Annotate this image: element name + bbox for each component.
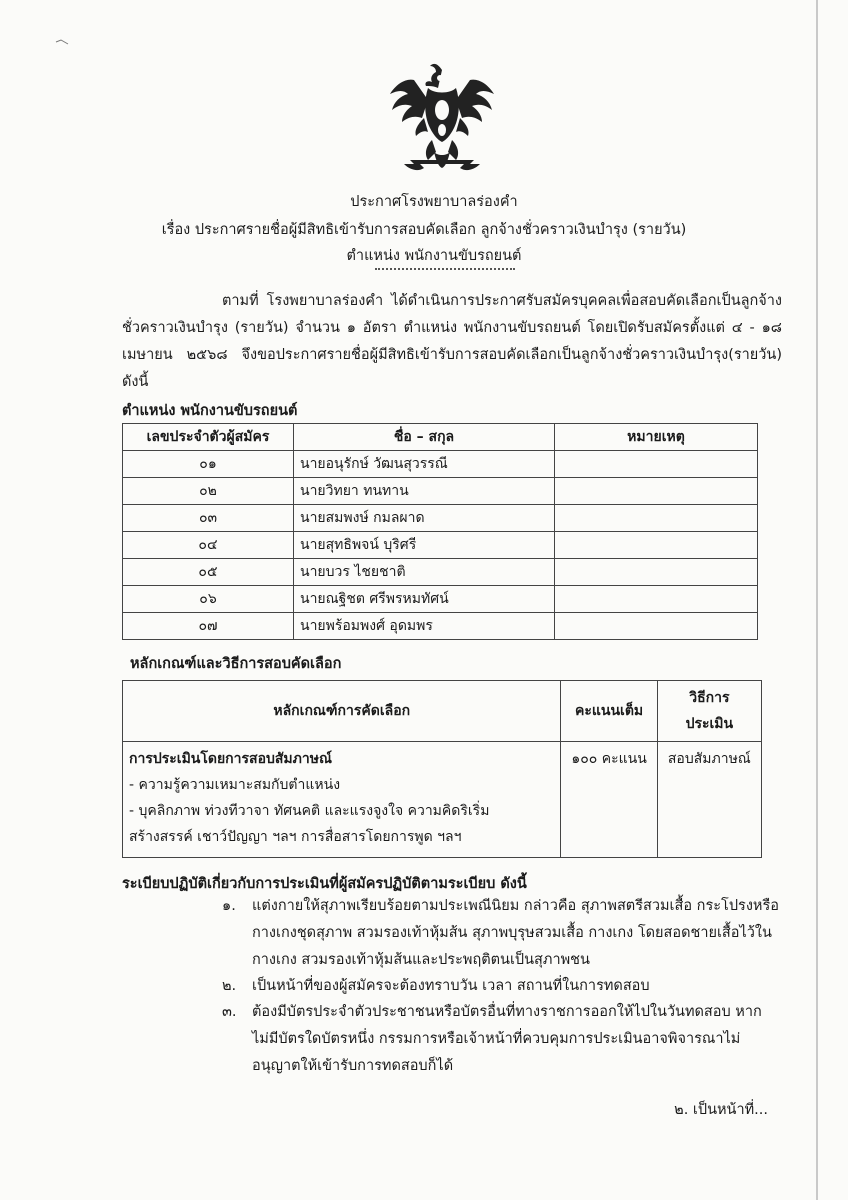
applicant-note xyxy=(555,505,758,532)
applicants-table xyxy=(122,423,758,640)
scan-speck xyxy=(55,38,69,46)
table-row xyxy=(123,505,758,532)
rule-number: ๒. xyxy=(222,978,237,994)
col-header-criteria: หลักเกณฑ์การคัดเลือก xyxy=(123,681,561,742)
criteria-title: การประเมินโดยการสอบสัมภาษณ์ xyxy=(129,751,332,767)
table-row xyxy=(123,532,758,559)
applicant-name: นายพร้อมพงศ์ อุดมพร xyxy=(294,613,555,640)
intro-paragraph xyxy=(122,288,782,396)
applicant-id: ๐๖ xyxy=(123,586,294,613)
rule-number: ๑. xyxy=(222,898,236,914)
applicant-name: นายณฐิชต ศรีพรหมทัศน์ xyxy=(294,586,555,613)
table-row xyxy=(123,742,762,858)
table-header-row xyxy=(123,424,758,451)
criteria-method: สอบสัมภาษณ์ xyxy=(657,742,761,858)
applicant-name: นายสุทธิพจน์ บุริศรี xyxy=(294,532,555,559)
intro-text: ตามที่ โรงพยาบาลร่องคำ ได้ดำเนินการประกาศรับสมัครบุคคลเพื่อสอบคัดเลือกเป็นลูกจ้างชั่วคราวเงินบำรุง (รายวัน) จำนวน ๑ อัตรา ตำแหน่ง พนักงานขับรถยนต์ โดยเปิดรับสมัครตั้งแต่ ๔ - ๑๘ เมษายน ๒๕๖๘ จึงขอประกาศรายชื่อผู้มีสิทธิเข้ารับการสอบคัดเลือกเป็นลูกจ้างชั่วคราวเงินบำรุง(รายวัน) ดังนี้ xyxy=(122,293,782,390)
table-row xyxy=(123,586,758,613)
applicant-name: นายวิทยา ทนทาน xyxy=(294,478,555,505)
applicant-id: ๐๓ xyxy=(123,505,294,532)
applicant-id: ๐๑ xyxy=(123,451,294,478)
col-header-name: ชื่อ – สกุล xyxy=(294,424,555,451)
criteria-line: สร้างสรรค์ เชาว์ปัญญา ฯลฯ การสื่อสารโดยการพูด ฯลฯ xyxy=(129,829,462,845)
list-item xyxy=(222,973,782,1000)
header-subject: เรื่อง ประกาศรายชื่อผู้มีสิทธิเข้ารับการสอบคัดเลือก ลูกจ้างชั่วคราวเงินบำรุง (รายวัน) xyxy=(161,222,687,238)
applicant-id: ๐๒ xyxy=(123,478,294,505)
dotted-separator xyxy=(375,268,515,270)
table-row xyxy=(123,478,758,505)
rule-text: เป็นหน้าที่ของผู้สมัครจะต้องทราบวัน เวลา สถานที่ในการทดสอบ xyxy=(252,978,650,994)
rules-heading: ระเบียบปฏิบัติเกี่ยวกับการประเมินที่ผู้สมัครปฏิบัติตามระเบียบ ดังนี้ xyxy=(122,876,527,892)
applicant-id: ๐๗ xyxy=(123,613,294,640)
criteria-heading: หลักเกณฑ์และวิธีการสอบคัดเลือก xyxy=(130,656,342,672)
applicant-note xyxy=(555,613,758,640)
header-hospital-announcement: ประกาศโรงพยาบาลร่องคำ xyxy=(350,194,518,210)
garuda-emblem-icon xyxy=(384,60,500,178)
col-header-score: คะแนนเต็ม xyxy=(561,681,657,742)
method-header-line2: ประเมิน xyxy=(685,716,734,732)
criteria-cell xyxy=(123,742,561,858)
applicant-id: ๐๕ xyxy=(123,559,294,586)
scan-edge-line xyxy=(816,0,818,1200)
col-header-id: เลขประจำตัวผู้สมัคร xyxy=(123,424,294,451)
rule-text: แต่งกายให้สุภาพเรียบร้อยตามประเพณีนิยม กล่าวคือ สุภาพสตรีสวมเสื้อ กระโปรงหรือกางเกงชุดสุภาพ สวมรองเท้าหุ้มส้น สุภาพบุรุษสวมเสื้อ กางเกง โดยสอดชายเสื้อไว้ในกางเกง สวมรองเท้าหุ้มส้นและประพฤติตนเป็นสุภาพชน xyxy=(252,898,779,968)
criteria-score: ๑๐๐ คะแนน xyxy=(561,742,657,858)
page-continuation: ๒. เป็นหน้าที่... xyxy=(674,1102,768,1118)
table-row xyxy=(123,613,758,640)
position-heading: ตำแหน่ง พนักงานขับรถยนต์ xyxy=(122,403,298,419)
rule-number: ๓. xyxy=(222,1004,237,1020)
table-row xyxy=(123,451,758,478)
criteria-line: - บุคลิกภาพ ท่วงทีวาจา ทัศนคติ และแรงจูงใจ ความคิดริเริ่ม xyxy=(129,803,490,819)
applicant-id: ๐๔ xyxy=(123,532,294,559)
col-header-method xyxy=(657,681,761,742)
applicant-note xyxy=(555,559,758,586)
applicant-name: นายสมพงษ์ กมลผาด xyxy=(294,505,555,532)
applicant-note xyxy=(555,532,758,559)
list-item xyxy=(222,893,782,974)
applicant-note xyxy=(555,451,758,478)
applicant-name: นายอนุรักษ์ วัฒนสุวรรณี xyxy=(294,451,555,478)
applicant-note xyxy=(555,478,758,505)
table-row xyxy=(123,559,758,586)
applicant-name: นายบวร ไชยชาติ xyxy=(294,559,555,586)
header-position: ตำแหน่ง พนักงานขับรถยนต์ xyxy=(346,248,522,264)
rule-text: ต้องมีบัตรประจำตัวประชาชนหรือบัตรอื่นที่ทางราชการออกให้ไปในวันทดสอบ หากไม่มีบัตรใดบัตรหนึ่ง กรรมการหรือเจ้าหน้าที่ควบคุมการประเมินอาจพิจารณาไม่อนุญาตให้เข้ารับการทดสอบก็ได้ xyxy=(252,1004,762,1074)
method-header-line1: วิธีการ xyxy=(689,690,730,706)
applicant-note xyxy=(555,586,758,613)
criteria-table xyxy=(122,680,762,858)
list-item xyxy=(222,999,782,1080)
table-header-row xyxy=(123,681,762,742)
col-header-note: หมายเหตุ xyxy=(555,424,758,451)
criteria-line: - ความรู้ความเหมาะสมกับตำแหน่ง xyxy=(129,777,341,793)
